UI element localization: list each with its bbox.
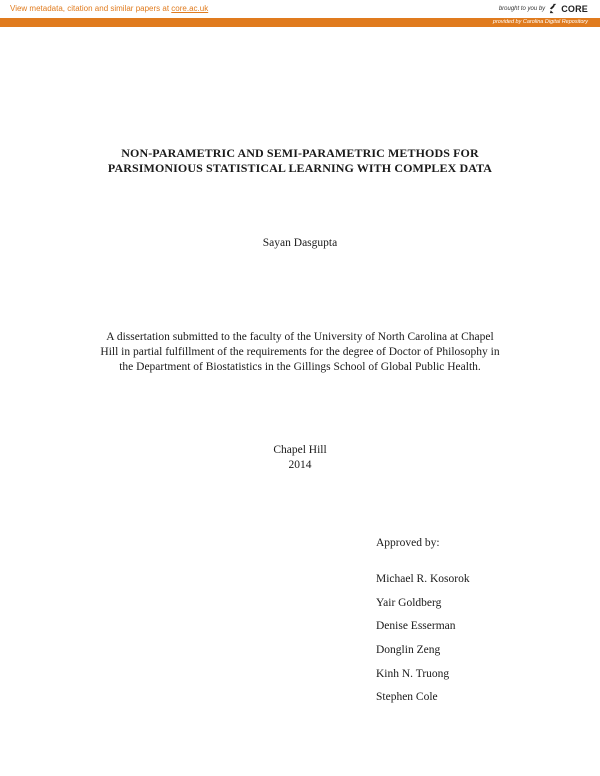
approved-by-label: Approved by: bbox=[376, 537, 440, 549]
committee-member: Denise Esserman bbox=[376, 620, 456, 633]
year: 2014 bbox=[288, 459, 312, 471]
committee-member: Michael R. Kosorok bbox=[376, 573, 470, 585]
place: Chapel Hill bbox=[273, 444, 327, 456]
committee-member: Stephen Cole bbox=[376, 691, 438, 704]
provided-by-text[interactable]: provided by Carolina Digital Repository bbox=[492, 19, 588, 25]
title-line: NON-PARAMETRIC AND SEMI-PARAMETRIC METHODS FOR bbox=[121, 146, 479, 160]
committee-member: Donglin Zeng bbox=[376, 644, 441, 657]
core-banner bbox=[0, 0, 600, 18]
dissertation-title bbox=[50, 146, 550, 176]
core-provided-bar bbox=[0, 18, 600, 27]
statement-line: A dissertation submitted to the faculty of the University of North Carolina at Chapel bbox=[106, 331, 494, 343]
core-logo-text: CORE bbox=[561, 3, 588, 14]
title-line: PARSIMONIOUS STATISTICAL LEARNING WITH COMPLEX DATA bbox=[107, 161, 493, 175]
brought-by-text: brought to you by bbox=[498, 5, 546, 12]
submission-statement bbox=[80, 330, 520, 375]
statement-line: the Department of Biostatistics in the Gillings School of Global Public Health. bbox=[119, 361, 481, 373]
metadata-link-line bbox=[10, 4, 208, 13]
committee-member: Kinh N. Truong bbox=[376, 667, 450, 680]
core-logo-icon bbox=[548, 3, 559, 14]
committee-list bbox=[376, 572, 470, 714]
core-link[interactable]: core.ac.uk bbox=[171, 4, 209, 13]
author-name: Sayan Dasgupta bbox=[262, 237, 338, 249]
committee-member: Yair Goldberg bbox=[376, 596, 442, 609]
place-and-year bbox=[0, 443, 600, 473]
core-branding[interactable] bbox=[499, 3, 588, 14]
metadata-link-prefix: View metadata, citation and similar papers at bbox=[10, 4, 172, 13]
statement-line: Hill in partial fulfillment of the requirements for the degree of Doctor of Philosophy in bbox=[100, 346, 500, 358]
